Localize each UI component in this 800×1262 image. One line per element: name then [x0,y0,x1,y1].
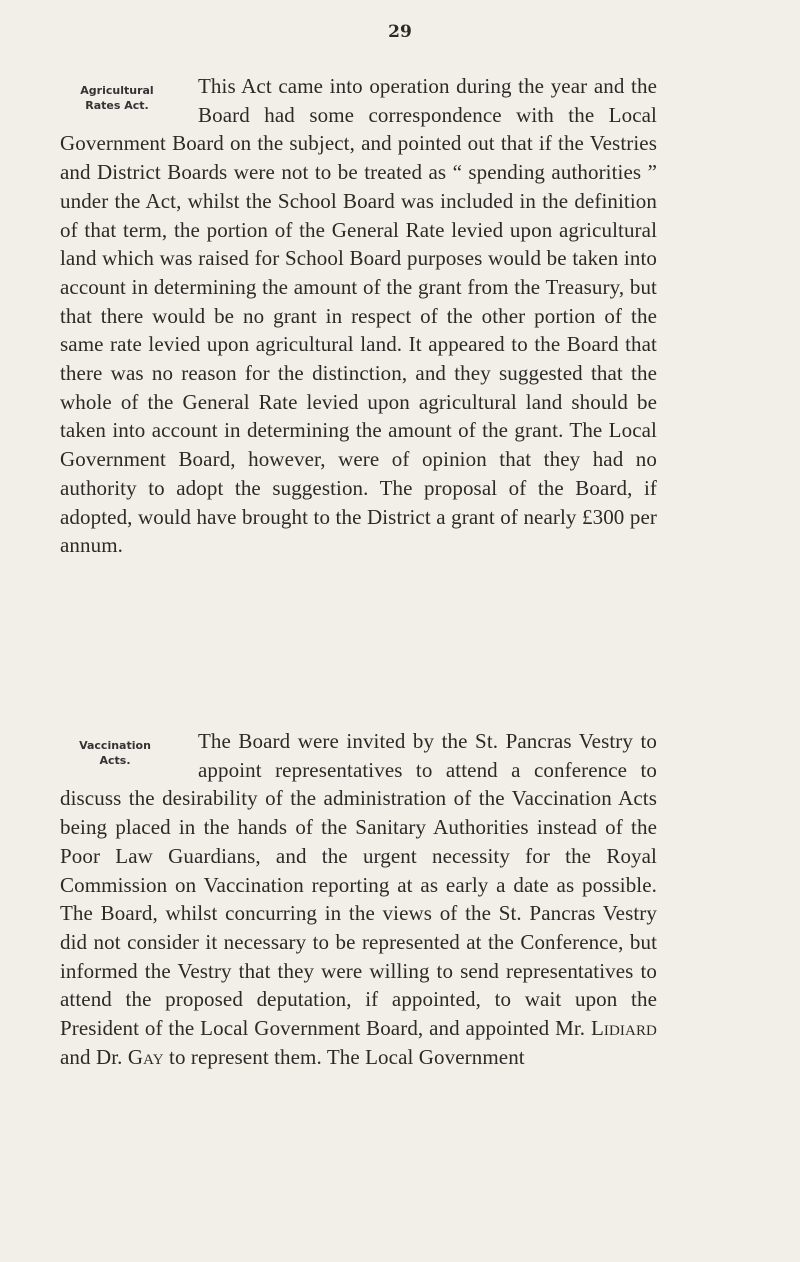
sidenote-line: Agricultural [80,84,154,97]
paragraph-text: and Dr. [60,1044,123,1069]
page-number: 29 [388,22,412,42]
sidenote-line: Acts. [99,754,131,767]
person-name-lidiard: Lidiard [590,1016,657,1041]
paragraph-agricultural-rates-act [60,72,657,560]
paragraph-vaccination-acts [60,727,657,1071]
paragraph-text: The Board were invited by the St. Pancras Vestry to appoint representatives to attend a conference to discuss the desirability of the administration of the Vaccination Acts being placed in the hands of the Sanitary Authorities instead of the Poor Law Guardians, and the urgent necessity for the Royal Commission on Vaccination reporting at as early a date as possible. The Board, whilst concurring in the views of the St. Pancras Vestry did not consider it necessary to be represented at the Conference, but informed the Vestry that they were willing to send representatives to attend the proposed deputation, if appointed, to wait upon the President of the Local Government Board, and appointed Mr. [60,729,657,1041]
paragraph-text: This Act came into operation during the year and the Board had some correspondence with the Local Government Board on the subject, and pointed out that if the Vestries and District Boards were not to be treated as “ spending authorities ” under the Act, whilst the School Board was included in the definition of that term, the portion of the General Rate levied upon agricultural land which was raised for School Board purposes would be taken into account in determining the amount of the grant from the Treasury, but that there would be no grant in respect of the other portion of the same rate levied upon agricultural land. It appeared to the Board that there was no reason for the distinction, and they suggested that the whole of the General Rate levied upon agricultural land should be taken into account in determining the amount of the grant. The Local Government Board, however, were of opinion that they had no authority to adopt the suggestion. The proposal of the Board, if adopted, would have brought to the District a grant of nearly £300 per annum. [60,74,657,558]
sidenote-line: Rates Act. [85,99,149,112]
paragraph-text: to represent them. The Local Government [169,1044,525,1069]
sidenote-line: Vaccination [79,739,151,752]
person-name-gay: Gay [127,1044,164,1069]
